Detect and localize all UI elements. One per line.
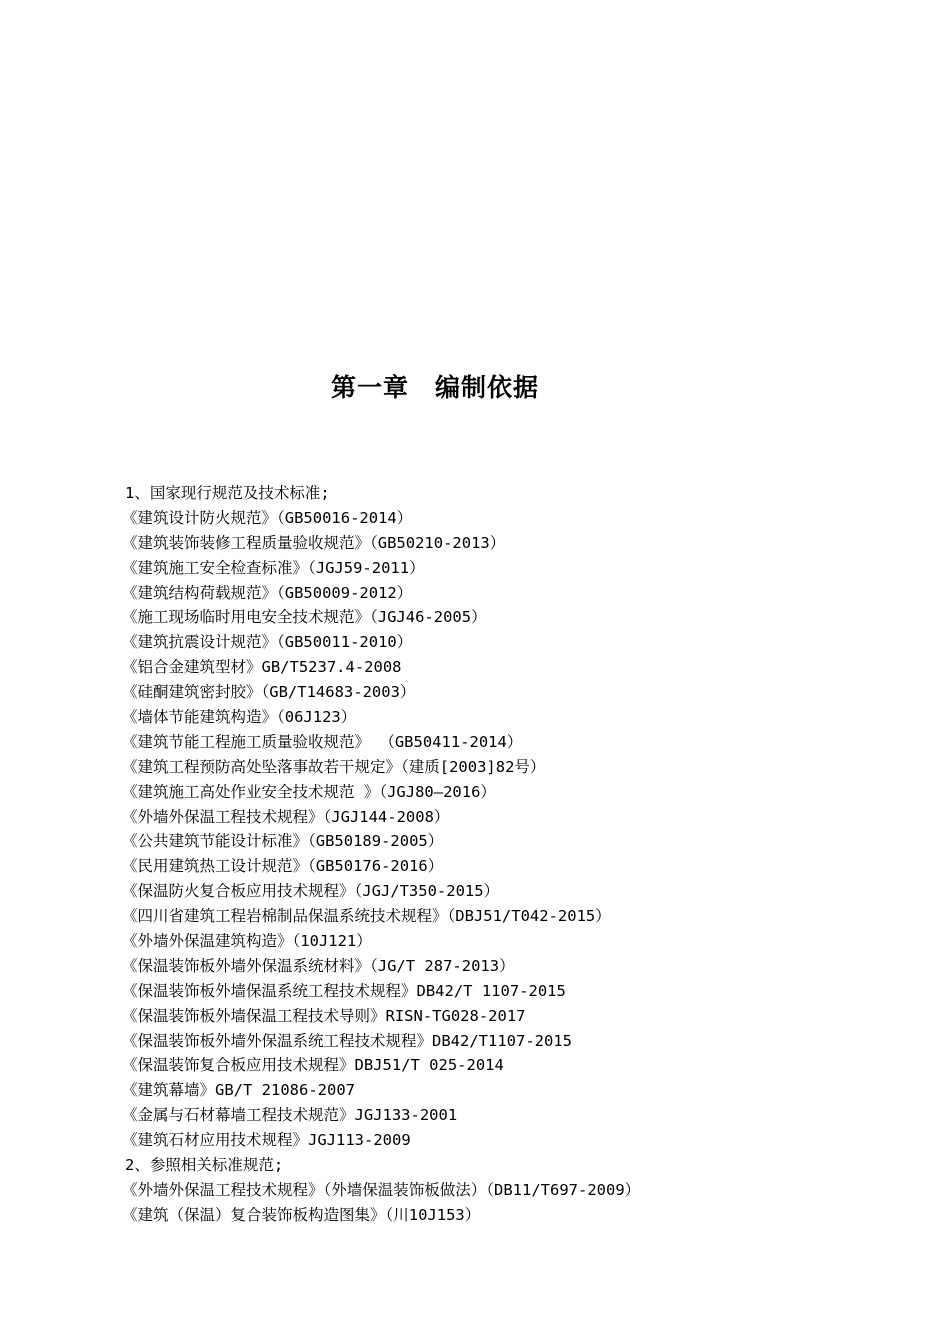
reference-item: 《保温装饰板外墙外保温系统材料》（JG/T 287-2013） bbox=[122, 956, 515, 975]
reference-item: 《建筑工程预防高处坠落事故若干规定》（建质[2003]82号） bbox=[122, 757, 546, 776]
reference-item: 《民用建筑热工设计规范》（GB50176-2016） bbox=[122, 857, 444, 876]
reference-item: 《外墙外保温工程技术规程》（JGJ144-2008） bbox=[122, 807, 450, 826]
reference-item: 《保温装饰复合板应用技术规程》DBJ51/T 025-2014 bbox=[122, 1056, 504, 1075]
reference-item: 《硅酮建筑密封胶》（GB/T14683-2003） bbox=[122, 683, 416, 702]
reference-item: 《建筑设计防火规范》（GB50016-2014） bbox=[122, 508, 413, 527]
reference-list bbox=[122, 481, 922, 1228]
section-heading-national-standards: 1、国家现行规范及技术标准; bbox=[125, 484, 330, 502]
reference-item: 《建筑施工高处作业安全技术规范 》（JGJ80—2016） bbox=[122, 782, 496, 801]
reference-item: 《建筑（保温）复合装饰板构造图集》（川10J153） bbox=[122, 1205, 481, 1224]
reference-item: 《建筑节能工程施工质量验收规范》 （GB50411-2014） bbox=[122, 732, 523, 751]
reference-item: 《保温防火复合板应用技术规程》（JGJ/T350-2015） bbox=[122, 882, 500, 901]
reference-item: 《施工现场临时用电安全技术规范》（JGJ46-2005） bbox=[122, 608, 487, 627]
reference-item: 《铝合金建筑型材》GB/T5237.4-2008 bbox=[122, 658, 402, 677]
reference-item: 《外墙外保温建筑构造》（10J121） bbox=[122, 932, 372, 951]
reference-item: 《建筑结构荷载规范》（GB50009-2012） bbox=[122, 583, 413, 602]
reference-item: 《金属与石材幕墙工程技术规范》JGJ133-2001 bbox=[122, 1106, 458, 1125]
reference-item: 《外墙外保温工程技术规程》（外墙保温装饰板做法）（DB11/T697-2009） bbox=[122, 1180, 641, 1199]
reference-item: 《保温装饰板外墙保温工程技术导则》RISN-TG028-2017 bbox=[122, 1006, 526, 1025]
reference-item: 《公共建筑节能设计标准》（GB50189-2005） bbox=[122, 832, 444, 851]
reference-item: 《墙体节能建筑构造》（06J123） bbox=[122, 708, 357, 727]
reference-item: 《建筑石材应用技术规程》JGJ113-2009 bbox=[122, 1131, 411, 1150]
reference-item: 《保温装饰板外墙外保温系统工程技术规程》DB42/T1107-2015 bbox=[122, 1031, 572, 1050]
reference-item: 《建筑幕墙》GB/T 21086-2007 bbox=[122, 1081, 355, 1100]
reference-item: 《四川省建筑工程岩棉制品保温系统技术规程》（DBJ51/T042-2015） bbox=[122, 907, 611, 926]
reference-item: 《保温装饰板外墙保温系统工程技术规程》DB42/T 1107-2015 bbox=[122, 981, 566, 1000]
reference-item: 《建筑施工安全检查标准》（JGJ59-2011） bbox=[122, 558, 425, 577]
reference-item: 《建筑装饰装修工程质量验收规范》（GB50210-2013） bbox=[122, 533, 506, 552]
section-heading-related-standards: 2、参照相关标准规范; bbox=[125, 1156, 284, 1175]
chapter-title: 第一章 编制依据 bbox=[330, 373, 539, 402]
reference-item: 《建筑抗震设计规范》（GB50011-2010） bbox=[122, 633, 413, 652]
